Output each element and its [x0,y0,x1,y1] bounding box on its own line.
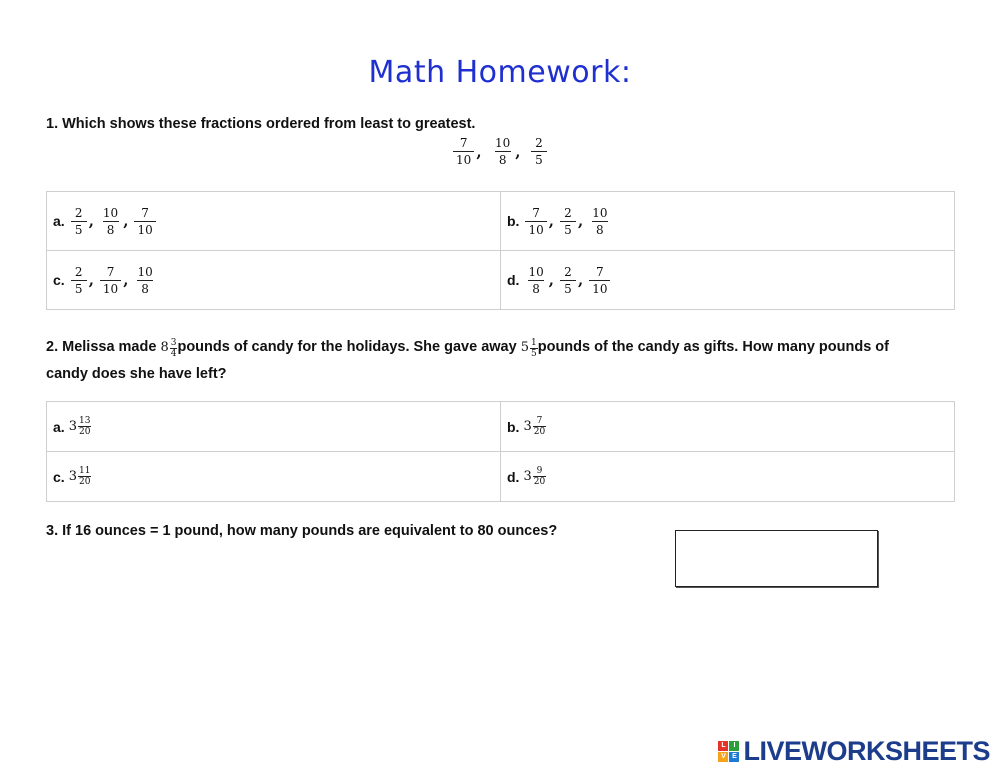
question-1-given-fractions: $\frac{7}{10}$ , $\frac{10}{8}$ , $\frac{2}{5}$ [0,136,1000,167]
question-2-options [46,401,955,502]
option-1b[interactable]: b. $\frac{7}{10}$ , $\frac{2}{5}$ , $\frac{10}{8}$ [501,192,955,251]
fraction: $\frac{2}{5}$ [71,206,87,237]
question-1-options [46,191,955,310]
mixed-number: 5 $\frac{1}{5}$ [520,337,537,359]
mixed-number: 3 $\frac{13}{20}$ [68,416,91,437]
fraction: $\frac{10}{8}$ [592,205,608,237]
mixed-number: 3 $\frac{11}{20}$ [68,466,91,487]
option-2b[interactable] [501,402,955,452]
fraction: $\frac{7}{10}$ [134,206,155,237]
logo-text: LIVEWORKSHEETS [743,735,990,766]
option-1d[interactable]: d. $\frac{10}{8}$ , $\frac{2}{5}$ , $\frac{7}{10}$ [501,251,955,310]
option-label: d. [507,272,520,288]
option-label: b. [507,418,520,435]
fraction: $\frac{10}{8}$ [528,264,544,296]
option-2a[interactable] [47,402,501,452]
question-3-text: 3. If 16 ounces = 1 pound, how many pounds are equivalent to 80 ounces? [46,523,558,539]
logo-mark-icon: L I V E [718,741,739,762]
option-label: a. [53,418,65,435]
mixed-number: 3 $\frac{9}{20}$ [523,466,546,487]
fraction: $\frac{7}{10}$ [589,265,610,296]
option-1c[interactable]: c. $\frac{2}{5}$ , $\frac{7}{10}$ , $\frac{10}{8}$ [47,251,501,310]
fraction: $\frac{7}{10}$ [100,265,121,296]
fraction: $\frac{2}{5}$ [560,206,576,237]
fraction: $\frac{10}{8}$ [102,205,119,237]
question-2-text: 2. Melissa made 8 $\frac{3}{4}$ pounds of candy for the holidays. She gave away 5 $\frac{1}{5}$ pounds of the candy as gifts. How many pounds of candy does she have left? [46,334,956,387]
option-label: c. [53,272,65,288]
option-2c[interactable] [47,452,501,502]
option-label: a. [53,213,65,229]
option-2d[interactable] [501,452,955,502]
fraction: $\frac{2}{5}$ [560,265,576,296]
question-1-text: 1. Which shows these fractions ordered from least to greatest. [46,116,476,132]
option-label: d. [507,468,520,485]
fraction: $\frac{7}{10}$ [453,136,474,167]
fraction: $\frac{2}{5}$ [531,136,547,167]
option-label: c. [53,468,65,485]
liveworksheets-logo [718,736,990,766]
answer-input-box[interactable] [675,530,878,587]
fraction: $\frac{10}{8}$ [495,136,511,167]
fraction: $\frac{2}{5}$ [71,265,87,296]
option-1a[interactable]: a. $\frac{2}{5}$ , $\frac{10}{8}$ , $\frac{7}{10}$ [47,192,501,251]
mixed-number: 8 $\frac{3}{4}$ [160,337,177,359]
fraction: $\frac{7}{10}$ [525,206,546,237]
mixed-number: 3 $\frac{7}{20}$ [523,416,546,437]
page-title: Math Homework: [368,55,632,90]
option-label: b. [507,213,520,229]
fraction: $\frac{10}{8}$ [137,264,153,296]
